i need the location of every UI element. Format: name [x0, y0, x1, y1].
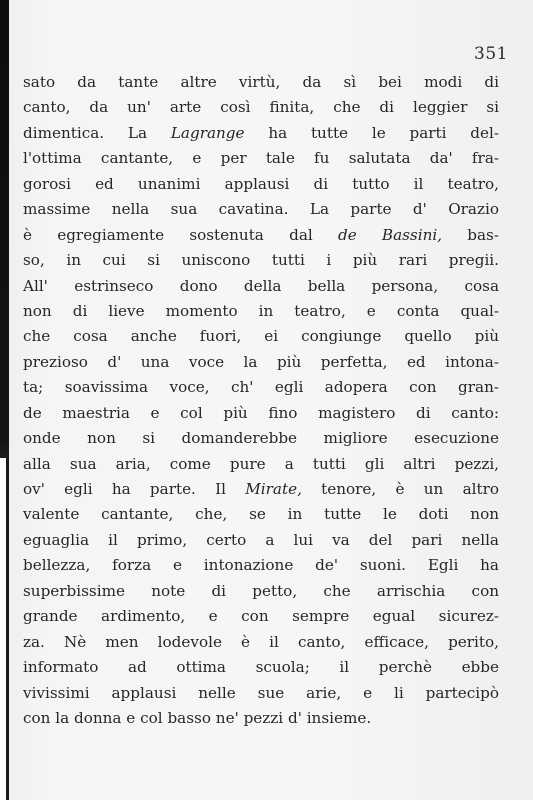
body-text	[23, 70, 499, 731]
text-line	[23, 324, 499, 349]
text-segment: non di lieve momento in teatro, e conta qual-	[23, 301, 499, 320]
italic-name: Lagrange	[170, 123, 245, 142]
text-line	[23, 274, 499, 299]
text-line	[23, 681, 499, 706]
italic-name: de Bassini,	[337, 225, 443, 244]
text-segment: onde non si domanderebbe migliore esecuzione	[23, 429, 499, 448]
text-line	[23, 197, 499, 222]
text-segment: gorosi ed unanimi applausi di tutto il teatro,	[23, 174, 499, 193]
text-segment: alla sua aria, come pure a tutti gli altri pezzi,	[23, 454, 499, 473]
text-line	[23, 655, 499, 680]
text-line	[23, 299, 499, 324]
text-segment: so, in cui si uniscono tutti i più rari pregii.	[23, 251, 499, 270]
text-line	[23, 172, 499, 197]
text-line	[23, 630, 499, 655]
text-segment: ha tutte le parti del-	[244, 123, 499, 142]
text-segment: prezioso d' una voce la più perfetta, ed intona-	[23, 352, 499, 371]
text-line	[23, 70, 499, 95]
text-segment: vivissimi applausi nelle sue arie, e li partecipò	[23, 683, 499, 702]
text-line	[23, 401, 499, 426]
text-segment: ov' egli ha parte. Il	[23, 480, 246, 498]
text-segment: informato ad ottima scuola; il perchè ebbe	[23, 658, 499, 677]
text-segment: tenore, è un altro	[301, 480, 499, 498]
text-line	[23, 553, 499, 578]
text-segment: bas-	[442, 225, 499, 244]
text-line	[23, 579, 499, 604]
text-line	[23, 121, 499, 146]
text-segment: è egregiamente sostenuta dal	[23, 225, 338, 244]
text-segment: bellezza, forza e intonazione de' suoni. Egli ha	[23, 556, 499, 575]
text-segment: de maestria e col più fino magistero di canto:	[23, 403, 499, 422]
text-segment: massime nella sua cavatina. La parte d' Orazio	[23, 200, 499, 219]
text-segment: za. Nè men lodevole è il canto, efficace, perito,	[23, 632, 499, 651]
text-segment: eguaglia il primo, certo a lui va del pari nella	[23, 530, 499, 549]
text-line	[23, 223, 499, 248]
text-segment: valente cantante, che, se in tutte le doti non	[23, 505, 499, 524]
text-segment: All' estrinseco dono della bella persona, cosa	[23, 276, 499, 295]
text-segment: canto, da un' arte così finita, che di leggier si	[23, 98, 499, 117]
text-segment: grande ardimento, e con sempre egual sicurez-	[23, 607, 499, 626]
text-line	[23, 452, 499, 477]
text-segment: dimentica. La	[23, 123, 171, 142]
page-number: 351	[474, 44, 508, 64]
italic-name: Mirate,	[245, 480, 302, 498]
text-line	[23, 146, 499, 171]
text-segment: ta; soavissima voce, ch' egli adopera con gran-	[23, 378, 499, 397]
text-segment: sato da tante altre virtù, da sì bei modi di	[23, 73, 499, 91]
text-segment: l'ottima cantante, e per tale fu salutata da' fra-	[23, 149, 499, 168]
text-line	[23, 426, 499, 451]
text-segment: che cosa anche fuori, ei congiunge quello più	[23, 327, 499, 346]
text-line	[23, 477, 499, 502]
text-line	[23, 604, 499, 629]
text-line	[23, 528, 499, 553]
text-line	[23, 350, 499, 375]
text-line	[23, 502, 499, 527]
text-segment: con la donna e col basso ne' pezzi d' insieme.	[23, 708, 372, 727]
text-line	[23, 95, 499, 120]
text-segment: superbissime note di petto, che arrischia con	[23, 581, 499, 600]
text-line	[23, 375, 499, 400]
text-line	[23, 706, 499, 731]
page-edge-strip	[0, 458, 6, 800]
text-line	[23, 248, 499, 273]
